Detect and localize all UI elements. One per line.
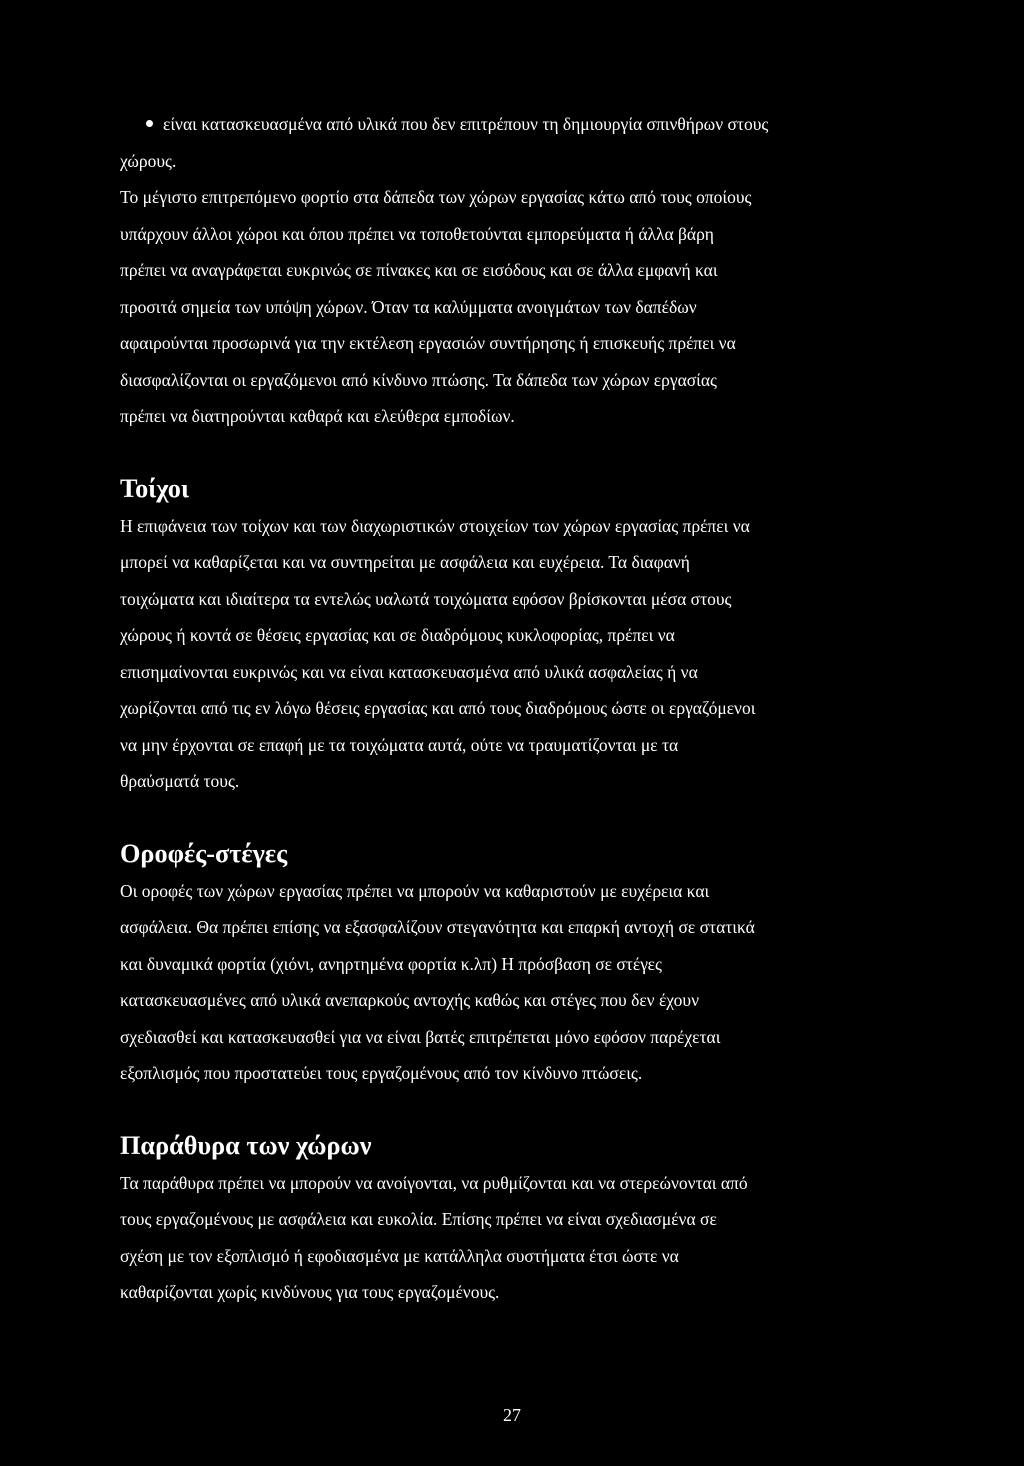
paragraph-line: εξοπλισμός που προστατεύει τους εργαζομένους από τον κίνδυνο πτώσεις. — [120, 1063, 643, 1083]
paragraph-line: ασφάλεια. Θα πρέπει επίσης να εξασφαλίζουν στεγανότητα και επαρκή αντοχή σε στατικά — [120, 917, 755, 937]
paragraph-line: χώρους ή κοντά σε θέσεις εργασίας και σε διαδρόμους κυκλοφορίας, πρέπει να — [120, 625, 675, 645]
paragraph-line: πρέπει να διατηρούνται καθαρά και ελεύθερα εμποδίων. — [120, 406, 515, 426]
paragraph-line: χωρίζονται από τις εν λόγω θέσεις εργασίας και από τους διαδρόμους ώστε οι εργαζόμενοι — [120, 698, 756, 718]
paragraph-line: πρέπει να αναγράφεται ευκρινώς σε πίνακες και σε εισόδους και σε άλλα εμφανή και — [120, 260, 718, 280]
bullet-text: είναι κατασκευασμένα από υλικά που δεν επιτρέπουν τη δημιουργία σπινθήρων στους — [163, 114, 769, 134]
bullet-continuation: χώρους. — [120, 150, 177, 171]
paragraph-line: να μην έρχονται σε επαφή με τα τοιχώματα αυτά, ούτε να τραυματίζονται με τα — [120, 734, 679, 755]
paragraph-line: τους εργαζομένους με ασφάλεια και ευκολία. Επίσης πρέπει να είναι σχεδιασμένα σε — [120, 1209, 717, 1229]
floors-paragraph — [120, 179, 910, 435]
document-page — [120, 106, 910, 1311]
walls-heading: Τοίχοι — [120, 474, 190, 503]
paragraph-line: καθαρίζονται χωρίς κινδύνους για τους εργαζομένους. — [120, 1282, 500, 1302]
windows-heading: Παράθυρα των χώρων — [120, 1131, 372, 1160]
paragraph-line: σχέση με τον εξοπλισμό ή εφοδιασμένα με κατάλληλα συστήματα έτσι ώστε να — [120, 1245, 679, 1266]
paragraph-line: μπορεί να καθαρίζεται και να συντηρείται με ασφάλεια και ευχέρεια. Τα διαφανή — [120, 552, 690, 572]
bullet-item — [146, 106, 910, 143]
paragraph-line: σχεδιασθεί και κατασκευασθεί για να είναι βατές επιτρέπεται μόνο εφόσον παρέχεται — [120, 1026, 721, 1047]
walls-paragraph — [120, 508, 910, 800]
paragraph-line: κατασκευασμένες από υλικά ανεπαρκούς αντοχής καθώς και στέγες που δεν έχουν — [120, 990, 700, 1010]
paragraph-line: Τα παράθυρα πρέπει να μπορούν να ανοίγονται, να ρυθμίζονται και να στερεώνονται από — [120, 1172, 748, 1193]
paragraph-line: επισημαίνονται ευκρινώς και να είναι κατασκευασμένα από υλικά ασφαλείας ή να — [120, 661, 698, 682]
bullet-icon — [146, 120, 153, 127]
paragraph-line: υπάρχουν άλλοι χώροι και όπου πρέπει να τοποθετούνται εμπορεύματα ή άλλα βάρη — [120, 223, 714, 244]
page-number: 27 — [503, 1405, 521, 1425]
paragraph-line: θραύσματά τους. — [120, 771, 240, 791]
paragraph-line: Οι οροφές των χώρων εργασίας πρέπει να μπορούν να καθαριστούν με ευχέρεια και — [120, 880, 710, 901]
paragraph-line: Η επιφάνεια των τοίχων και των διαχωριστικών στοιχείων των χώρων εργασίας πρέπει να — [120, 515, 750, 536]
paragraph-line: αφαιρούνται προσωρινά για την εκτέλεση εργασιών συντήρησης ή επισκευής πρέπει να — [120, 333, 736, 353]
paragraph-line: τοιχώματα και ιδιαίτερα τα εντελώς υαλωτά τοιχώματα εφόσον βρίσκονται μέσα στους — [120, 588, 732, 609]
roofs-heading: Οροφές-στέγες — [120, 839, 288, 868]
paragraph-line: Το μέγιστο επιτρεπόμενο φορτίο στα δάπεδα των χώρων εργασίας κάτω από τους οποίους — [120, 187, 752, 207]
paragraph-line: διασφαλίζονται οι εργαζόμενοι από κίνδυνο πτώσης. Τα δάπεδα των χώρων εργασίας — [120, 369, 717, 390]
paragraph-line: και δυναμικά φορτία (χιόνι, ανηρτημένα φορτία κ.λπ) Η πρόσβαση σε στέγες — [120, 953, 662, 974]
roofs-paragraph — [120, 873, 910, 1092]
paragraph-line: προσιτά σημεία των υπόψη χώρων. Όταν τα καλύμματα ανοιγμάτων των δαπέδων — [120, 296, 697, 317]
windows-paragraph — [120, 1165, 910, 1311]
